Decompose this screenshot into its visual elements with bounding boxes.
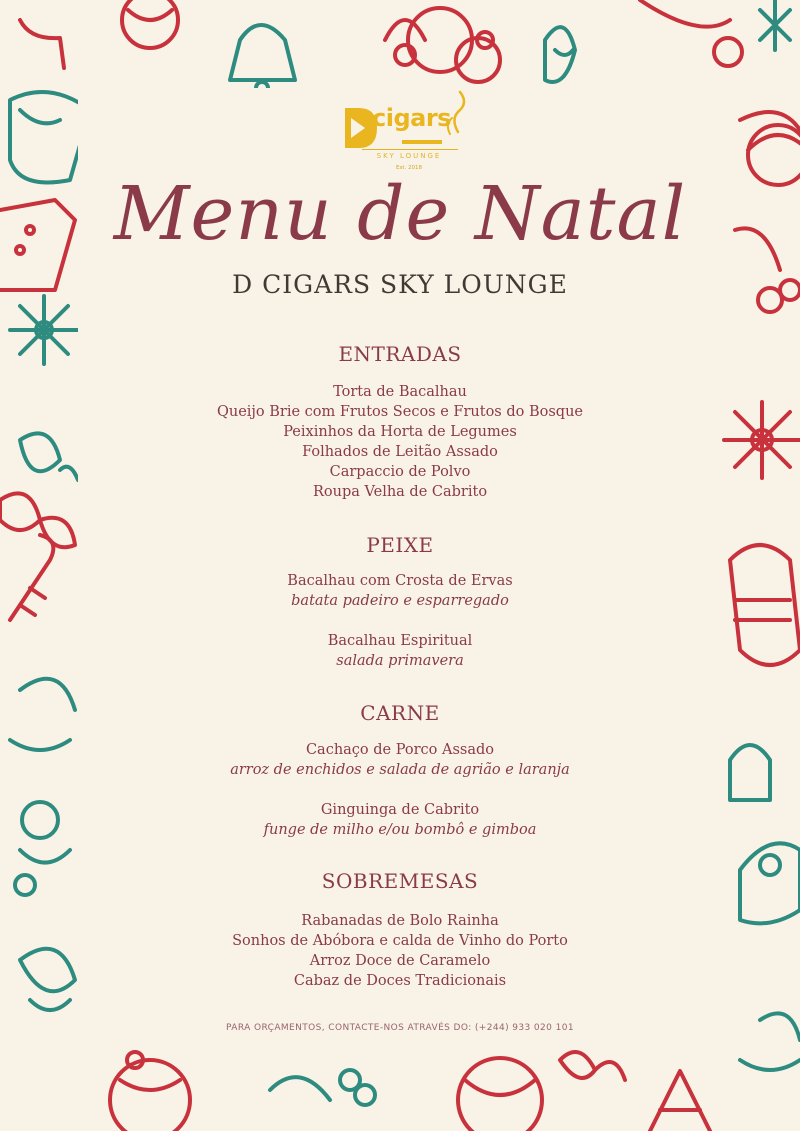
santa-icon: [640, 0, 742, 66]
dish-name: Bacalhau Espiritual: [327, 633, 473, 649]
dish-side: batata padeiro e esparregado: [291, 593, 509, 609]
menu-item: Sonhos de Abóbora e calda de Vinho do Porto: [232, 933, 568, 949]
holly-icon: [740, 1013, 800, 1070]
dish-name: Ginguinga de Cabrito: [320, 802, 480, 818]
menu-subtitle: D CIGARS SKY LOUNGE: [232, 270, 568, 299]
dish-side: funge de milho e/ou bombô e gimboa: [263, 822, 537, 838]
menu-title: Menu de Natal: [113, 171, 687, 257]
section-sobremesas: [0, 911, 800, 991]
bell-icon: [230, 25, 295, 94]
menu-item: Torta de Bacalhau: [333, 384, 467, 400]
section-peixe: [0, 571, 800, 671]
ornament-icon: [122, 0, 178, 48]
ornament-icon: [385, 8, 472, 72]
christmas-tree-icon: [650, 1071, 710, 1131]
menu-item: Queijo Brie com Frutos Secos e Frutos do Bosque: [216, 404, 584, 420]
stocking-icon: [20, 20, 64, 68]
ornament-icon: [110, 1052, 190, 1131]
dish-side: salada primavera: [336, 653, 464, 669]
logo-subtitle: SKY LOUNGE: [376, 152, 442, 160]
section-heading-sobremesas: SOBREMESAS: [321, 869, 479, 893]
logo-wordmark: cigars: [372, 104, 451, 132]
holly-icon: [545, 27, 575, 82]
dish-name: Cachaço de Porco Assado: [305, 742, 495, 758]
menu-item: Carpaccio de Polvo: [329, 464, 471, 480]
snowflake-icon: [760, 0, 790, 50]
section-heading-carne: CARNE: [360, 701, 440, 725]
menu-item: Rabanadas de Bolo Rainha: [301, 913, 499, 929]
section-heading-entradas: ENTRADAS: [338, 342, 462, 366]
gift-bow-icon: [560, 1052, 625, 1080]
menu-item: Arroz Doce de Caramelo: [309, 953, 491, 969]
dish-side: arroz de enchidos e salada de agrião e laranja: [230, 762, 570, 778]
menu-item: Folhados de Leitão Assado: [302, 444, 498, 460]
section-heading-peixe: PEIXE: [366, 533, 434, 557]
dish-name: Bacalhau com Crosta de Ervas: [287, 573, 513, 589]
holly-icon: [270, 1070, 375, 1105]
menu-item: Cabaz de Doces Tradicionais: [293, 973, 507, 989]
ornament-icon: [456, 32, 500, 82]
contact-footer: PARA ORÇAMENTOS, CONTACTE-NOS ATRAVÉS DO: (+244) 933 020 101: [226, 1023, 574, 1033]
menu-item: Roupa Velha de Cabrito: [312, 484, 488, 500]
ornament-icon: [458, 1058, 542, 1131]
menu-item: Peixinhos da Horta de Legumes: [283, 424, 517, 440]
section-entradas: [0, 382, 800, 502]
section-carne: [0, 740, 800, 840]
logo-established: Est. 2018: [396, 165, 422, 171]
